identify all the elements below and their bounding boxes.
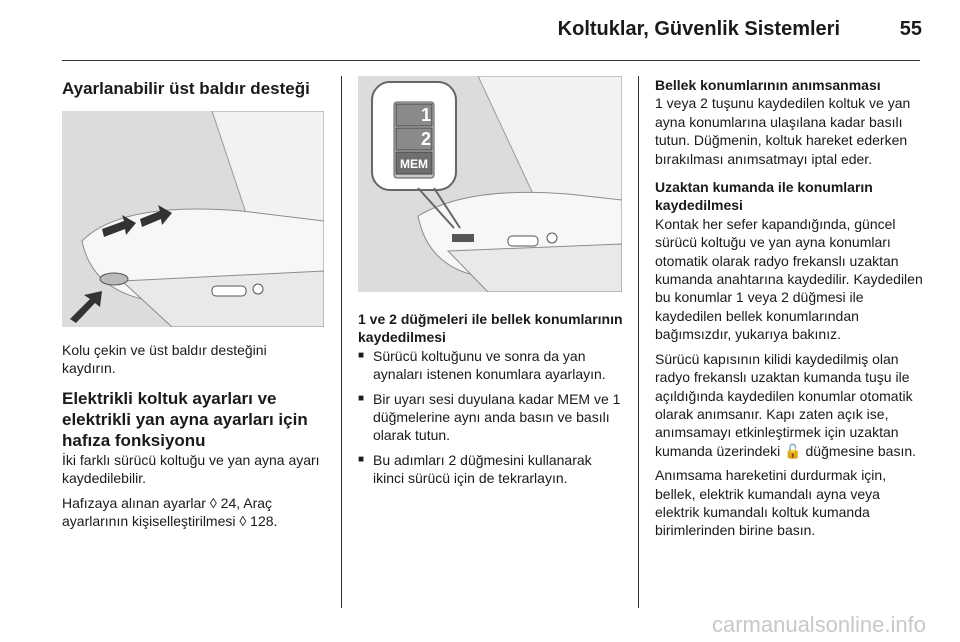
subheading: 1 ve 2 düğmeleri ile bellek konumlarının kaydedilmesi xyxy=(358,311,623,346)
paragraph: Hafızaya alınan ayarlar ◊ 24, Araç ayarlarının kişiselleştirilmesi ◊ 128. xyxy=(62,494,278,530)
mem-button-label: MEM xyxy=(400,157,428,171)
column-1 xyxy=(62,78,324,530)
paragraph: 1 veya 2 tuşunu kaydedilen koltuk ve yan ayna konumlarına ulaşılana kadar basılı tutun. Düğmenin, koltuk hareket ederken bırakılması anımsatmayı iptal eder. xyxy=(655,95,911,167)
list-item: ■ Sürücü koltuğunu ve sonra da yan aynaları istenen konumlara ayarlayın. xyxy=(358,347,624,384)
header-rule xyxy=(62,60,920,61)
figure-caption: Kolu çekin ve üst baldır desteğini kaydırın. xyxy=(62,342,267,377)
page-header-title: Koltuklar, Güvenlik Sistemleri xyxy=(557,18,840,40)
memory-button-2-label: 2 xyxy=(420,129,431,149)
section-heading: Ayarlanabilir üst baldır desteği xyxy=(62,79,310,98)
step-list xyxy=(358,347,624,488)
section-heading: Elektrikli koltuk ayarları ve elektrikli yan ayna ayarları için hafıza fonksiyonu xyxy=(62,388,308,450)
paragraph: Kontak her sefer kapandığında, güncel sürücü koltuğu ve yan ayna konumları otomatik olarak radyo frekanslı uzaktan kumanda anahtarına kaydedilir. Kaydedilen bu konumlar 1 veya 2 düğmesi ile kaydedilen bellek konumlarından bağımsızdır, yukarıya bakınız. xyxy=(655,215,923,343)
list-item: ■ Bir uyarı sesi duyulana kadar MEM ve 1 düğmelerine aynı anda basın ve basılı olarak tutun. xyxy=(358,390,624,445)
paragraph: Sürücü kapısının kilidi kaydedilmiş olan radyo frekanslı uzaktan kumanda tuşu ile açıldığında kaydedilen konumlar otomatik olarak anımsanır. Kapı zaten açık ise, anımsamayı etkinleştirmek için uzaktan kumanda üzerindeki 🔓 düğmesine basın. xyxy=(655,350,917,459)
column-3 xyxy=(655,76,923,540)
page-number: 55 xyxy=(899,18,922,40)
paragraph: Anımsama hareketini durdurmak için, bellek, elektrik kumandalı ayna veya elektrik kumandalı koltuk kumanda birimlerinden birine basın. xyxy=(655,467,887,539)
subheading: Bellek konumlarının anımsanması xyxy=(655,77,881,93)
thigh-support-illustration xyxy=(62,111,324,327)
watermark: carmanualsonline.info xyxy=(711,612,926,637)
column-divider xyxy=(341,76,342,608)
subheading: Uzaktan kumanda ile konumların kaydedilmesi xyxy=(655,179,873,214)
paragraph: İki farklı sürücü koltuğu ve yan ayna ayarı kaydedilebilir. xyxy=(62,451,320,487)
list-item: ■ Bu adımları 2 düğmesini kullanarak ikinci sürücü için de tekrarlayın. xyxy=(358,451,624,488)
column-divider xyxy=(638,76,639,608)
column-2 xyxy=(358,76,624,488)
memory-button-1-label: 1 xyxy=(420,105,431,125)
memory-buttons-illustration xyxy=(358,76,622,292)
